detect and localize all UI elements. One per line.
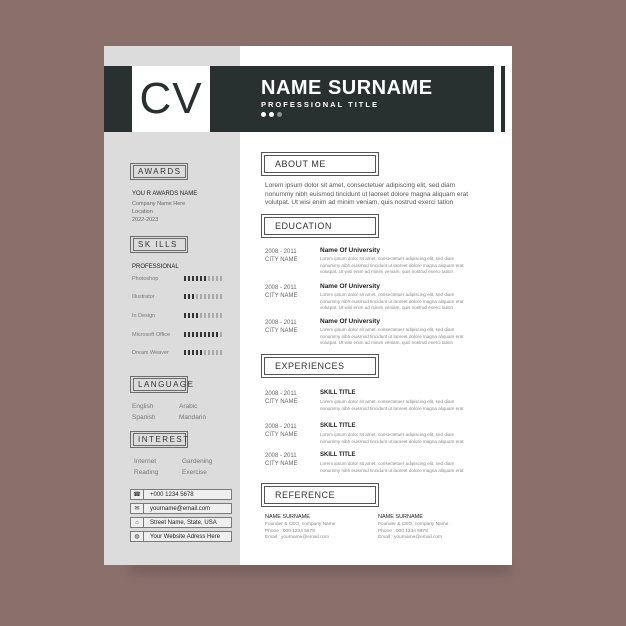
skill-level-tick bbox=[208, 332, 210, 337]
awards-heading: AWARDS bbox=[133, 165, 186, 178]
skill-level-bars bbox=[184, 313, 222, 318]
skill-level-tick bbox=[212, 313, 214, 318]
reference-phone: Phone : 000 1234 5678 bbox=[378, 528, 428, 534]
dot bbox=[269, 112, 274, 117]
education-date: 2008 - 2011 bbox=[265, 285, 297, 291]
skills-heading-box bbox=[130, 236, 188, 253]
skill-level-tick bbox=[188, 276, 190, 281]
dot bbox=[261, 112, 266, 117]
skill-level-tick bbox=[216, 313, 218, 318]
education-city: CITY NAME bbox=[265, 328, 298, 334]
skill-level-tick bbox=[212, 350, 214, 355]
about-text: Lorem ipsum dolor sit amet, consectetuer adipiscing elit, sed diam nonummy nibh euismod tincidunt ut laoreet dolore magna aliquam erat volutpat. Ut wisi enim ad minim veniam, quis nostrud exerci tation bbox=[265, 182, 469, 206]
skill-level-tick bbox=[192, 294, 194, 299]
contact-address bbox=[130, 517, 232, 528]
home-icon: ⌂ bbox=[131, 518, 144, 527]
skill-level-tick bbox=[216, 276, 218, 281]
skill-level-tick bbox=[184, 276, 186, 281]
contact-phone bbox=[130, 489, 232, 500]
reference-entry bbox=[265, 513, 335, 542]
skills-heading: SK ILLS bbox=[133, 238, 186, 251]
experience-title: SKILL TITLE bbox=[320, 390, 356, 396]
experience-city: CITY NAME bbox=[265, 461, 298, 467]
experience-date: 2008 - 2011 bbox=[265, 391, 297, 397]
skill-level-tick bbox=[192, 350, 194, 355]
reference-role: Founder & CEO, company Name bbox=[378, 522, 449, 527]
skill-name: Dream Weaver bbox=[132, 350, 169, 356]
skills-subheading: PROFESSIONAL bbox=[132, 264, 179, 270]
skill-name: In Design bbox=[132, 313, 156, 319]
skill-level-tick bbox=[196, 332, 198, 337]
skill-level-tick bbox=[220, 276, 222, 281]
language-item: English bbox=[132, 403, 154, 410]
experience-date: 2008 - 2011 bbox=[265, 453, 297, 459]
skill-level-tick bbox=[204, 294, 206, 299]
skill-level-tick bbox=[196, 313, 198, 318]
interest-item: Gardening bbox=[182, 458, 213, 465]
experiences-heading: EXPERIENCES bbox=[264, 357, 376, 375]
skill-level-tick bbox=[200, 350, 202, 355]
interest-heading-box bbox=[130, 431, 188, 448]
address-text: Street Name, State, USA bbox=[150, 519, 217, 526]
contact-email bbox=[130, 503, 232, 514]
interest-heading: INTEREST bbox=[133, 433, 186, 446]
education-date: 2008 - 2011 bbox=[265, 320, 297, 326]
education-title: Name Of University bbox=[320, 283, 380, 290]
interest-item: Exercise bbox=[182, 469, 207, 476]
skill-level-tick bbox=[220, 332, 222, 337]
email-text: yourname@email.com bbox=[150, 505, 211, 512]
reference-phone: Phone : 000 1234 5678 bbox=[265, 528, 315, 534]
globe-icon: ◍ bbox=[131, 532, 144, 541]
skill-level-tick bbox=[220, 350, 222, 355]
education-heading: EDUCATION bbox=[264, 217, 376, 235]
experience-desc: Lorem ipsum dolor sit amet, consectetuer adipiscing elit, sed diam nonummy nibh euismod tincidunt ut laoreet dolore magna aliquam erat bbox=[320, 461, 464, 473]
skill-level-tick bbox=[184, 313, 186, 318]
awards-heading-box bbox=[130, 163, 188, 180]
skill-level-tick bbox=[188, 332, 190, 337]
website-text: Your Website Adress Here bbox=[150, 533, 221, 540]
skill-level-tick bbox=[196, 350, 198, 355]
experiences-heading-box bbox=[261, 354, 379, 378]
award-location: Location bbox=[132, 209, 153, 215]
interest-item: Internet bbox=[134, 458, 157, 465]
full-name: NAME SURNAME bbox=[261, 77, 433, 99]
skill-level-tick bbox=[208, 276, 210, 281]
skill-level-tick bbox=[200, 294, 202, 299]
experience-city: CITY NAME bbox=[265, 399, 298, 405]
phone-icon: ☎ bbox=[131, 490, 144, 499]
skill-level-tick bbox=[204, 350, 206, 355]
skill-level-tick bbox=[192, 313, 194, 318]
skill-level-tick bbox=[212, 294, 214, 299]
skill-level-tick bbox=[184, 350, 186, 355]
experience-title: SKILL TITLE bbox=[320, 423, 356, 429]
dot bbox=[277, 112, 282, 117]
skill-level-tick bbox=[188, 350, 190, 355]
skill-level-tick bbox=[188, 294, 190, 299]
skill-level-tick bbox=[220, 294, 222, 299]
header-dots bbox=[261, 112, 282, 117]
education-city: CITY NAME bbox=[265, 293, 298, 299]
skill-level-tick bbox=[204, 276, 206, 281]
skill-level-tick bbox=[200, 276, 202, 281]
education-title: Name Of University bbox=[320, 318, 380, 325]
reference-email: Email : yourname@email.com bbox=[378, 535, 443, 540]
cv-logo: CV bbox=[132, 66, 210, 132]
skill-level-tick bbox=[200, 313, 202, 318]
skill-level-tick bbox=[184, 294, 186, 299]
experience-desc: Lorem ipsum dolor sit amet, consectetuer adipiscing elit, sed diam nonummy nibh euismod tincidunt ut laoreet dolore magna aliquam erat bbox=[320, 432, 464, 444]
header-accent-line bbox=[501, 66, 505, 132]
education-desc: Lorem ipsum dolor sit amet, consectetuer adipiscing elit, sed diam nonummy nibh euismod tincidunt ut laoreet dolore magna aliquam erat volutpat. Ut wisi enim ad minim veniam, quis nostrud exerci tation bbox=[320, 292, 464, 310]
education-title: Name Of University bbox=[320, 247, 380, 254]
experience-title: SKILL TITLE bbox=[320, 452, 356, 458]
skill-level-tick bbox=[184, 332, 186, 337]
skill-level-tick bbox=[196, 276, 198, 281]
skill-level-tick bbox=[208, 350, 210, 355]
experience-desc: Lorem ipsum dolor sit amet, consectetuer adipiscing elit, sed diam nonummy nibh euismod tincidunt ut laoreet dolore magna aliquam erat bbox=[320, 399, 464, 411]
skill-level-tick bbox=[192, 332, 194, 337]
experience-date: 2008 - 2011 bbox=[265, 424, 297, 430]
language-item: Arabic bbox=[179, 403, 198, 410]
about-heading: ABOUT ME bbox=[264, 155, 376, 173]
language-item: Mandarin bbox=[179, 414, 207, 421]
reference-name: NAME SURNAME bbox=[265, 514, 310, 520]
award-title: YOU R AWARDS NAME bbox=[132, 191, 198, 197]
skill-level-tick bbox=[216, 294, 218, 299]
skill-level-bars bbox=[184, 332, 222, 337]
reference-heading: REFERENCE bbox=[264, 486, 376, 504]
language-heading-box bbox=[130, 376, 195, 393]
email-icon: ✉ bbox=[131, 504, 144, 513]
skill-level-tick bbox=[200, 332, 202, 337]
skill-level-bars bbox=[184, 294, 222, 299]
skill-level-tick bbox=[208, 313, 210, 318]
skill-level-bars bbox=[184, 350, 222, 355]
skill-level-tick bbox=[212, 276, 214, 281]
resume-page bbox=[104, 46, 512, 565]
award-company: Company Name Here bbox=[132, 201, 186, 207]
language-heading: LANGUAGE bbox=[133, 378, 186, 391]
skill-level-tick bbox=[192, 276, 194, 281]
professional-title: PROFESSIONAL TITLE bbox=[261, 100, 379, 109]
skill-level-tick bbox=[220, 313, 222, 318]
skill-level-bars bbox=[184, 276, 222, 281]
education-desc: Lorem ipsum dolor sit amet, consectetuer adipiscing elit, sed diam nonummy nibh euismod tincidunt ut laoreet dolore magna aliquam erat volutpat. Ut wisi enim ad minim veniam, quis nostrud exerci tation bbox=[320, 327, 464, 345]
skill-name: Microsoft Office bbox=[132, 332, 171, 338]
interest-item: Reading bbox=[134, 469, 159, 476]
reference-name: NAME SURNAME bbox=[378, 514, 423, 520]
reference-email: Email : yourname@email.com bbox=[265, 535, 330, 540]
reference-heading-box bbox=[261, 483, 379, 507]
skill-name: Illustrator bbox=[132, 294, 155, 300]
education-desc: Lorem ipsum dolor sit amet, consectetuer adipiscing elit, sed diam nonummy nibh euismod tincidunt ut laoreet dolore magna aliquam erat volutpat. Ut wisi enim ad minim veniam, quis nostrud exerci tation bbox=[320, 256, 464, 274]
reference-entry bbox=[378, 513, 448, 542]
education-city: CITY NAME bbox=[265, 257, 298, 263]
phone-text: +000 1234 5678 bbox=[150, 491, 194, 498]
contact-website bbox=[130, 531, 232, 542]
skill-level-tick bbox=[204, 332, 206, 337]
education-date: 2008 - 2011 bbox=[265, 249, 297, 255]
language-item: Spanish bbox=[132, 414, 156, 421]
skill-level-tick bbox=[208, 294, 210, 299]
reference-role: Founder & CEO, company Name bbox=[265, 522, 336, 527]
skill-level-tick bbox=[216, 350, 218, 355]
award-years: 2022-2023 bbox=[132, 217, 159, 223]
skill-level-tick bbox=[196, 294, 198, 299]
skill-name: Photoshop bbox=[132, 276, 159, 282]
skill-level-tick bbox=[204, 313, 206, 318]
skill-level-tick bbox=[188, 313, 190, 318]
about-heading-box bbox=[261, 152, 379, 176]
skill-level-tick bbox=[216, 332, 218, 337]
education-heading-box bbox=[261, 214, 379, 238]
skill-level-tick bbox=[212, 332, 214, 337]
experience-city: CITY NAME bbox=[265, 432, 298, 438]
